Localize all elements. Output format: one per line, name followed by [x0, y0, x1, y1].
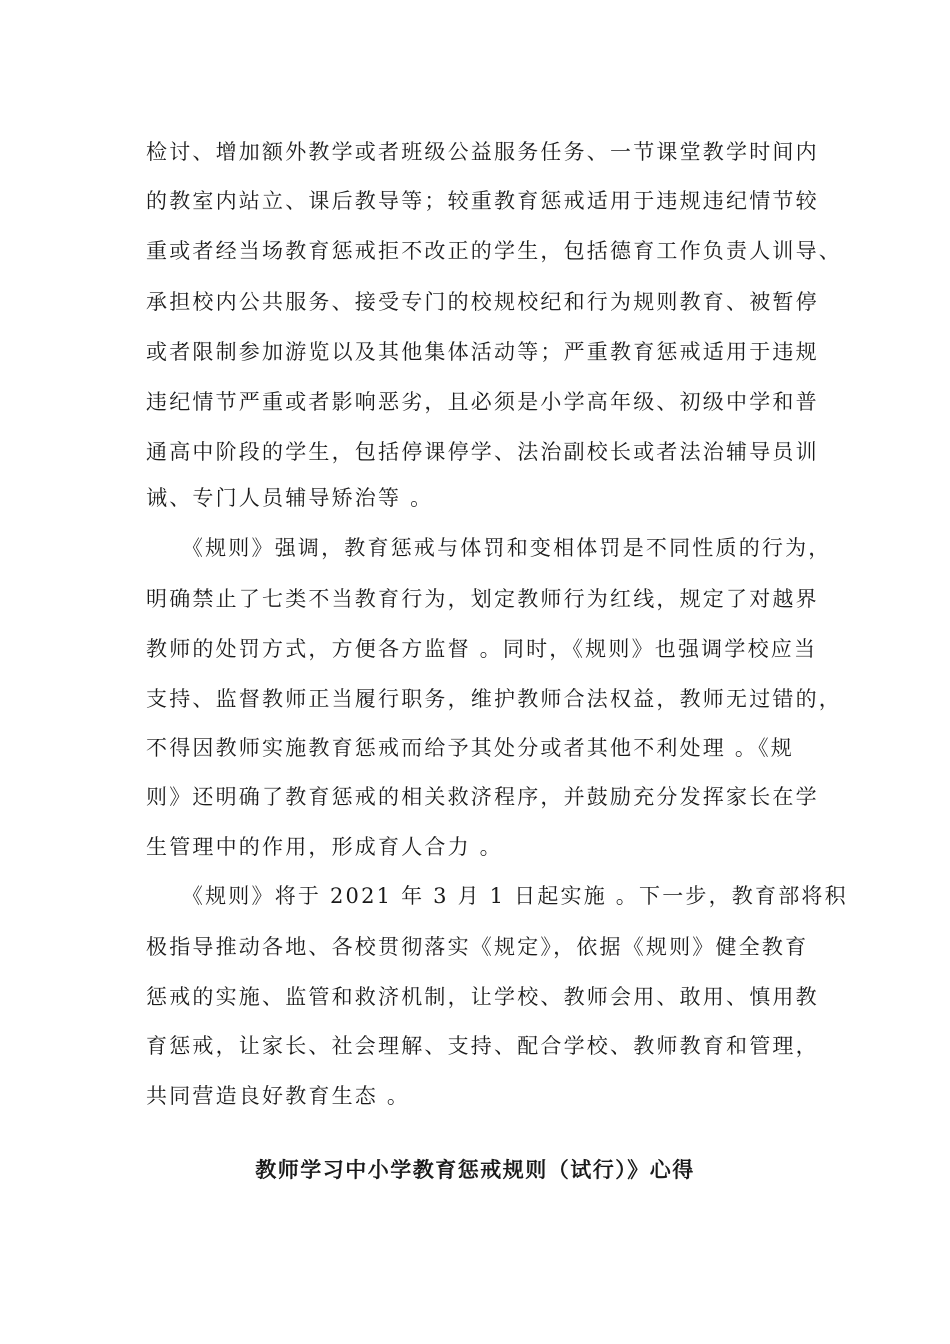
body-text-line: 极指导推动各地、各校贯彻落实《规定》，依据《规则》健全教育 — [146, 935, 809, 959]
body-text-line: 《规则》将于 2021 年 3 月 1 日起实施 。下一步，教育部将积 — [146, 884, 848, 908]
body-text-line: 明确禁止了七类不当教育行为，划定教师行为红线，规定了对越界 — [146, 587, 819, 611]
body-text-line: 支持、监督教师正当履行职务，维护教师合法权益，教师无过错的， — [146, 687, 842, 711]
body-text-line: 育惩戒，让家长、社会理解、支持、配合学校、教师教育和管理， — [146, 1034, 819, 1058]
body-text-line: 教师的处罚方式，方便各方监督 。同时，《规则》也强调学校应当 — [146, 637, 818, 661]
body-text-line: 不得因教师实施教育惩戒而给予其处分或者其他不利处理 。《规 — [146, 736, 794, 760]
body-text-line: 检讨、增加额外教学或者班级公益服务任务、一节课堂教学时间内 — [146, 140, 819, 164]
section-heading: 教师学习中小学教育惩戒规则（试行）》心得 — [255, 1158, 695, 1182]
body-text-line: 共同营造良好教育生态 。 — [146, 1084, 411, 1108]
body-text-line: 诫、专门人员辅导矫治等 。 — [146, 486, 434, 510]
body-text-line: 违纪情节严重或者影响恶劣，且必须是小学高年级、初级中学和普 — [146, 390, 819, 414]
body-text-line: 《规则》强调，教育惩戒与体罚和变相体罚是不同性质的行为， — [146, 536, 832, 560]
body-text-line: 则》还明确了教育惩戒的相关救济程序，并鼓励充分发挥家长在学 — [146, 785, 819, 809]
body-text-line: 的教室内站立、课后教导等；较重教育惩戒适用于违规违纪情节较 — [146, 189, 819, 213]
body-text-line: 生管理中的作用，形成育人合力 。 — [146, 835, 503, 859]
body-text-line: 重或者经当场教育惩戒拒不改正的学生，包括德育工作负责人训导、 — [146, 239, 842, 263]
body-text-line: 或者限制参加游览以及其他集体活动等；严重教育惩戒适用于违规 — [146, 340, 819, 364]
body-text-line: 通高中阶段的学生，包括停课停学、法治副校长或者法治辅导员训 — [146, 440, 819, 464]
body-text-line: 承担校内公共服务、接受专门的校规校纪和行为规则教育、被暂停 — [146, 290, 819, 314]
body-text-line: 惩戒的实施、监管和救济机制，让学校、教师会用、敢用、慎用教 — [146, 985, 819, 1009]
